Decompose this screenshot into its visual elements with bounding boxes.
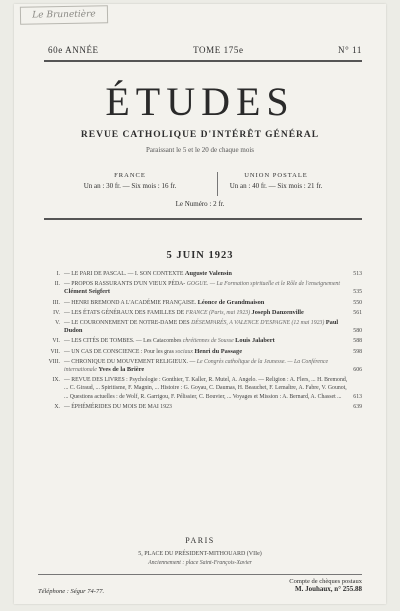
toc-number: II. — [54, 281, 60, 288]
toc-number: IX. — [52, 377, 60, 384]
toc-entry — [38, 319, 362, 335]
toc-body — [64, 319, 350, 335]
toc-page: 613 — [353, 393, 362, 400]
issue-date: 5 JUIN 1923 — [166, 250, 234, 261]
toc-author: Paul Dudon — [64, 319, 339, 335]
toc-author: Léonce de Grandmaison — [197, 298, 265, 306]
cheque-line1: Compte de chèques postaux — [289, 578, 362, 585]
cheque-info — [289, 578, 362, 593]
number-label: N° 11 — [337, 45, 362, 55]
toc-entry — [38, 358, 362, 374]
toc-subtitle: DÉSEMPARÉS, A VALENCE D'ESPAGNE (12 mai 1923) — [191, 320, 325, 327]
phone: Téléphone : Ségur 74-77. — [38, 588, 105, 595]
issue-header — [48, 45, 362, 55]
toc-number: VIII. — [48, 358, 60, 365]
toc-author: Louis Jalabert — [235, 337, 275, 345]
toc-page: 598 — [353, 348, 362, 355]
toc-title: — REVUE DES LIVRES : Psychologie : Gonthier, T. Kaller, R. Mutel, A. Angelo. — Religion : A. Flers, ... H. Bremond, ... C. Giraud, ... Spiritisme, F. Magnin, ... Histoire : G. Goyau, C. Daumas, H. Beauchet, F. Lemaître, A. Fabre, V. Gounot, ... Questions actuelles : de Wolf, R. Garrigou, F. Pélissier, C. Bouvier, ... Voyages et Mission : A. Bernard, A. Chasset ... — [64, 377, 348, 400]
toc-page: 513 — [353, 271, 362, 277]
toc-subtitle: GOGUE. — La Formation spirituelle et le Rôle de l'enseignement — [186, 281, 340, 288]
toc-author: Auguste Valensin — [184, 270, 232, 277]
toc-body — [64, 376, 350, 401]
toc-author: Joseph Danzenville — [251, 308, 304, 316]
toc-number: VI. — [52, 338, 60, 345]
toc-author: Henri du Passage — [194, 347, 243, 355]
toc-page: 606 — [353, 367, 362, 374]
periodicity: Paraissant le 5 et le 20 de chaque mois — [145, 146, 255, 154]
journal-cover — [14, 4, 386, 604]
year-label: 60e ANNÉE — [48, 45, 99, 55]
issue-price: Le Numéro : 2 fr. — [175, 200, 225, 208]
toc-title: — UN CAS DE CONSCIENCE : Pour les gras — [64, 348, 174, 355]
toc-author: Clément Seigfert — [64, 288, 110, 296]
subscription-france — [50, 172, 210, 190]
toc-number: V. — [55, 320, 60, 327]
toc-subtitle: FRANCE (Paris, mai 1923) — [185, 309, 251, 316]
toc-body — [64, 337, 350, 345]
toc-entry — [38, 337, 362, 345]
toc-page: 588 — [353, 338, 362, 345]
toc-body — [64, 403, 350, 411]
journal-subtitle: REVUE CATHOLIQUE D'INTÉRÊT GÉNÉRAL — [80, 130, 320, 140]
toc-title: — HENRI BREMOND A L'ACADÉMIE FRANÇAISE. — [64, 299, 197, 306]
journal-title: ÉTUDES — [105, 79, 295, 124]
toc-subtitle: sociaux — [175, 348, 193, 355]
toc-entry — [38, 280, 362, 296]
toc-subtitle: chrétiennes de Sousse — [182, 338, 234, 345]
ownership-stamp: Le Brunetière — [20, 5, 108, 25]
toc-entry — [38, 403, 362, 411]
toc-entry — [38, 376, 362, 401]
toc-subtitle: Le Congrès catholique de la Jeunesse. — La Conférence internationale — [64, 358, 329, 374]
subscription-france-terms: Un an : 30 fr. — Six mois : 16 fr. — [83, 182, 177, 190]
toc-entry — [38, 309, 362, 317]
toc-entry — [38, 270, 362, 278]
address: 5, PLACE DU PRÉSIDENT-MITHOUARD (VIIe) — [138, 551, 262, 557]
toc-number: IV. — [53, 309, 60, 316]
toc-author: Yves de la Brière — [98, 366, 145, 374]
toc-page: 580 — [353, 328, 362, 335]
toc-page: 550 — [353, 299, 362, 306]
toc-body — [64, 348, 350, 356]
toc-body — [64, 309, 350, 317]
toc-title: — LE COURONNEMENT DE NOTRE-DAME DES — [64, 320, 190, 327]
table-of-contents — [38, 270, 362, 413]
tome-label: TOME 175e — [193, 45, 244, 55]
subscription-france-label: FRANCE — [114, 172, 146, 179]
toc-title: — PROPOS RASSURANTS D'UN VIEUX PÉDA- — [64, 281, 186, 288]
toc-entry — [38, 299, 362, 307]
toc-title: — LES ÉTATS GÉNÉRAUX DES FAMILLES DE — [64, 309, 185, 316]
toc-body — [64, 280, 350, 296]
subscription-rule — [44, 218, 362, 220]
toc-title: — LES CITÉS DE TOMBES. — Les Catacombes — [64, 338, 182, 345]
toc-body — [64, 299, 350, 307]
subscription-union — [196, 172, 356, 190]
toc-page: 639 — [353, 403, 362, 410]
toc-body — [64, 358, 350, 374]
toc-page: 561 — [353, 309, 362, 316]
toc-title: — LE PARI DE PASCAL. — I. SON CONTEXTE — [64, 271, 184, 277]
toc-number: VII. — [50, 348, 60, 355]
toc-title: — CHRONIQUE DU MOUVEMENT RELIGIEUX. — — [64, 358, 196, 365]
city: PARIS — [185, 536, 215, 545]
toc-number: I. — [56, 271, 60, 277]
header-rule — [44, 60, 362, 62]
cheque-line2: M. Jouhaux, n° 255.88 — [295, 585, 362, 593]
toc-number: III. — [52, 299, 60, 306]
toc-number: X. — [54, 403, 60, 410]
subscription-union-terms: Un an : 40 fr. — Six mois : 21 fr. — [229, 182, 323, 190]
toc-entry — [38, 348, 362, 356]
address-note: Anciennement : place Saint-François-Xavier — [148, 560, 252, 566]
toc-title: — ÉPHÉMÉRIDES DU MOIS DE MAI 1923 — [64, 403, 172, 410]
toc-page: 535 — [353, 289, 362, 296]
footer-rule — [38, 574, 362, 575]
toc-body — [64, 270, 350, 278]
subscription-union-label: UNION POSTALE — [244, 172, 308, 179]
